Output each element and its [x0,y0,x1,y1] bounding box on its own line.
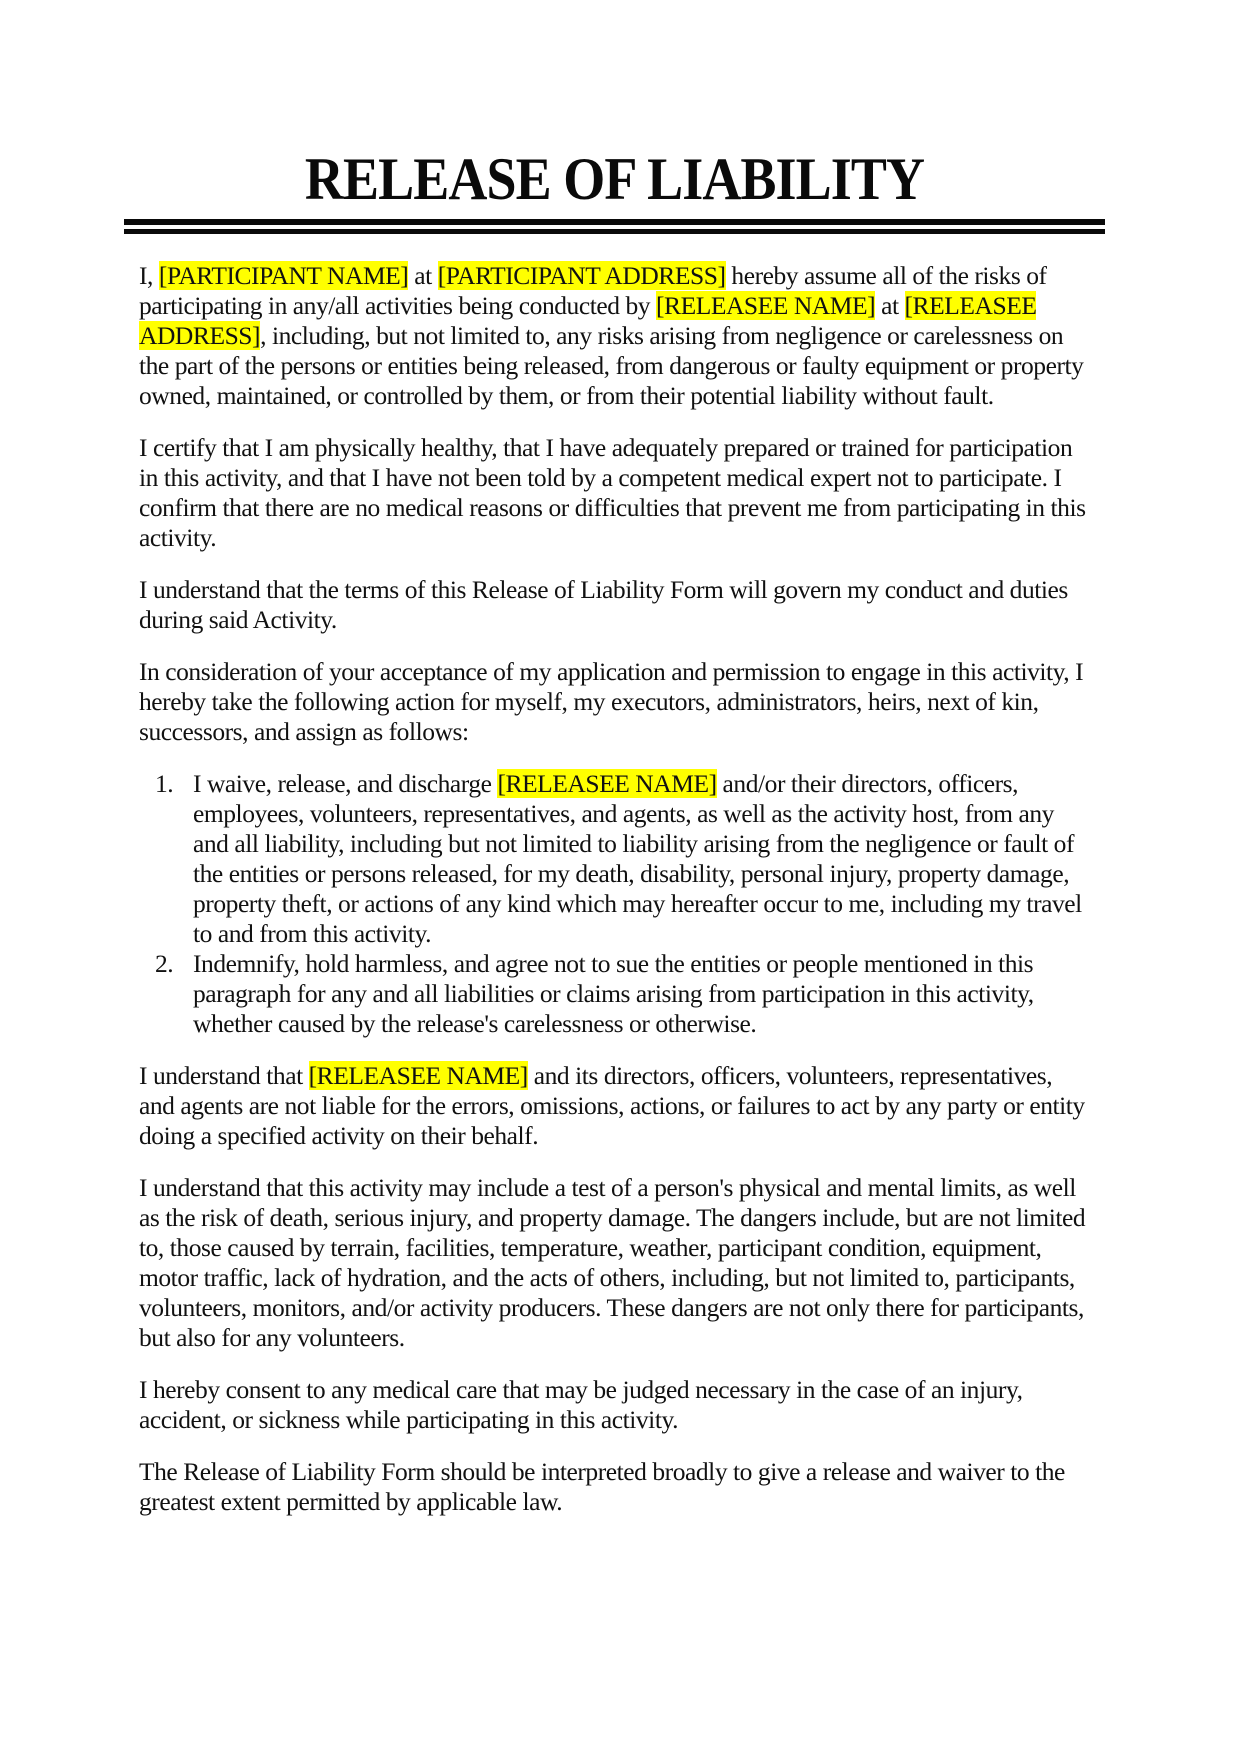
paragraph-medical-consent [139,1375,1091,1435]
highlighted-placeholder: [PARTICIPANT ADDRESS] [437,261,726,290]
text-run: hereby assume all of the risks of participating in any/all activities being conducted by [139,261,1047,320]
list-item-indemnify [139,949,1091,1039]
document-content [124,234,1105,1517]
release-numbered-list [139,769,1091,1039]
text-run: , including, but not limited to, any risks arising from negligence or carelessness on the part of the persons or entities being released, from dangerous or faulty equipment or property owned, maintained, or controlled by them, or from their potential liability without fault. [139,321,1084,410]
text-run: I, [139,261,159,290]
text-run: I understand that the terms of this Release of Liability Form will govern my conduct and duties during said Activity. [139,575,1068,634]
text-run: at [408,261,438,290]
paragraph-terms [139,575,1091,635]
text-run: and/or their directors, officers, employees, volunteers, representatives, and agents, as well as the activity host, from any and all liability, including but not limited to liability arising from the negligence or fault of the entities or persons released, for my death, disability, personal injury, property damage, property theft, or actions of any kind which may hereafter occur to me, including my travel to and from this activity. [193,769,1082,948]
document-body [124,0,1105,1517]
text-run: and its directors, officers, volunteers, representatives, and agents are not liable for the errors, omissions, actions, or failures to act by any party or entity doing a specified activity on their behalf. [139,1061,1085,1150]
highlighted-placeholder: [RELEASEE NAME] [655,291,876,320]
text-run: In consideration of your acceptance of my application and permission to engage in this activity, I hereby take the following action for myself, my executors, administrators, heirs, next of kin, successors, and assign as follows: [139,657,1084,746]
text-run: The Release of Liability Form should be interpreted broadly to give a release and waiver to the greatest extent permitted by applicable law. [139,1457,1065,1516]
paragraph-activity-risks [139,1173,1091,1353]
text-run: I certify that I am physically healthy, that I have adequately prepared or trained for participation in this activity, and that I have not been told by a competent medical expert not to participate. I confirm that there are no medical reasons or difficulties that prevent me from participating in this activity. [139,433,1086,552]
highlighted-placeholder: [RELEASEE ADDRESS] [139,291,1037,350]
text-run: I understand that [139,1061,309,1090]
list-item-number: 2. [155,949,174,978]
document-title: RELEASE OF LIABILITY [304,146,925,212]
highlighted-placeholder: [PARTICIPANT NAME] [158,261,409,290]
list-item-number: 1. [155,769,174,798]
paragraph-interpretation [139,1457,1091,1517]
text-run: I waive, release, and discharge [193,769,498,798]
list-item-text [193,769,1082,948]
list-item-text [193,949,1034,1038]
paragraph-certify [139,433,1091,553]
highlighted-placeholder: [RELEASEE NAME] [308,1061,528,1090]
title-divider-rule [124,219,1105,234]
paragraph-intro [139,261,1091,411]
paragraph-not-liable [139,1061,1091,1151]
list-item-waive [139,769,1091,949]
paragraph-consideration [139,657,1091,747]
text-run: Indemnify, hold harmless, and agree not to sue the entities or people mentioned in this paragraph for any and all liabilities or claims arising from participation in this activity, whether caused by the release's carelessness or otherwise. [193,949,1034,1038]
text-run: I hereby consent to any medical care that may be judged necessary in the case of an injury, accident, or sickness while participating in this activity. [139,1375,1023,1434]
highlighted-placeholder: [RELEASEE NAME] [497,769,717,798]
text-run: at [875,291,905,320]
text-run: I understand that this activity may include a test of a person's physical and mental limits, as well as the risk of death, serious injury, and property damage. The dangers include, but are not limited to, those caused by terrain, facilities, temperature, weather, participant condition, equipment, motor traffic, lack of hydration, and the acts of others, including, but not limited to, participants, volunteers, monitors, and/or activity producers. These dangers are not only there for participants, but also for any volunteers. [139,1173,1086,1352]
